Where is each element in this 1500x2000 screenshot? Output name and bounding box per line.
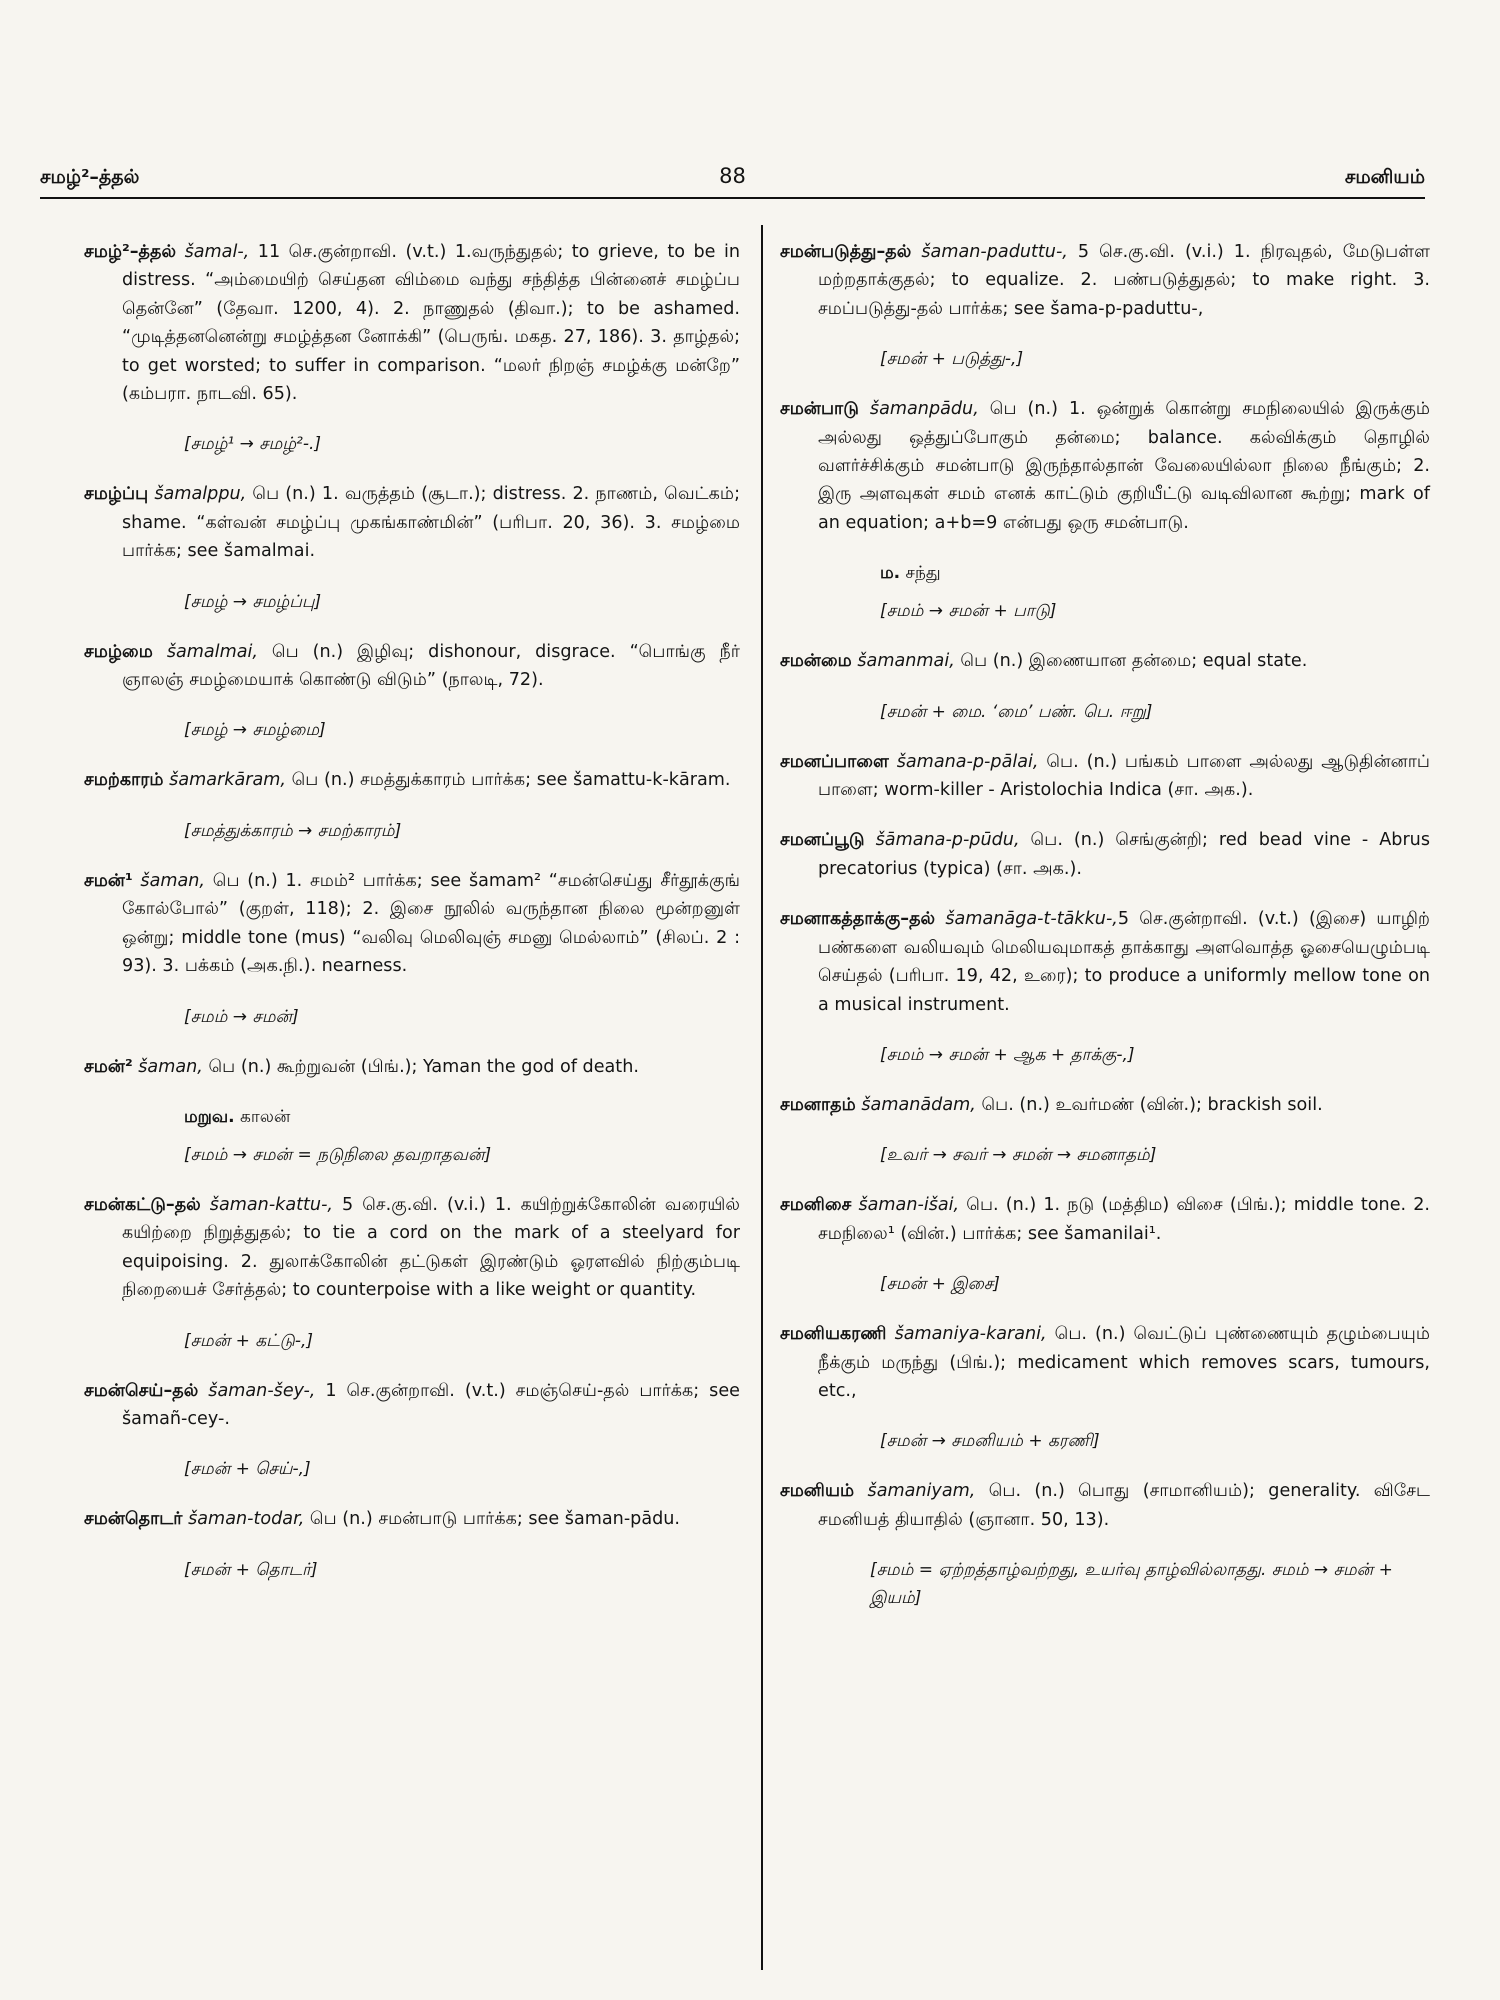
transliteration: šāmana-p-pūdu,: [875, 830, 1020, 851]
dictionary-entry: [84, 638, 740, 695]
etymology: [சமன் + செய்-,]: [184, 1459, 311, 1480]
transliteration: šamanāga-t-tākku-,: [945, 909, 1118, 930]
headword: சமன்கட்டு–தல்: [84, 1194, 201, 1215]
etymology: [உவர் → சவர் → சமன் → சமனாதம்]: [880, 1145, 1157, 1166]
dictionary-entry: [84, 1505, 740, 1533]
etymology: [சமழ்¹ → சமழ்²-.]: [184, 434, 322, 455]
transliteration: šaman-paduttu-,: [921, 242, 1068, 262]
definition: பெ. (n.) உவர்மண் (வின்.); brackish soil.: [975, 1094, 1323, 1115]
definition: பெ. (n.) 1. நடு (மத்திம) விசை (பிங்.); middle tone. 2. சமநிலை¹ (வின்.) பார்க்க; see šamanilai¹.: [818, 1195, 1431, 1244]
transliteration: šamalppu,: [154, 484, 247, 505]
headword: சமழ்²–த்தல்: [84, 242, 177, 262]
transliteration: šamanādam,: [861, 1094, 976, 1115]
dictionary-entry: [780, 238, 1430, 323]
etymology: [சமழ் → சமழ்ப்பு]: [184, 591, 322, 612]
definition: பெ. (n.) பங்கம் பாளை அல்லது ஆடுதின்னாப் பாளை; worm-killer - Aristolochia Indica (சா. அக.).: [818, 751, 1430, 801]
headword: சமன்மை: [780, 651, 852, 672]
definition: பெ (n.) இழிவு; dishonour, disgrace. “பொங்கு நீர் ஞாலஞ் சமழ்மையாக் கொண்டு விடும்” (நாலடி, 72).: [122, 641, 740, 691]
dictionary-entry: [84, 238, 740, 408]
left-column: [84, 238, 740, 1606]
headword: சமன்பாடு: [780, 399, 859, 420]
etymology: [சமழ் → சமழ்மை]: [184, 720, 326, 741]
definition: 5 செ.கு.வி. (v.i.) 1. நிரவுதல், மேடுபள்ள மற்றதாக்குதல்; to equalize. 2. பண்படுத்துதல்; to make right. 3. சமப்படுத்து-தல் பார்க்க; see šama-p-paduttu-,: [818, 242, 1430, 319]
headword: சமனாகத்தாக்கு–தல்: [780, 909, 936, 930]
definition: பெ (n.) 1. சமம்² பார்க்க; see šamam² “சமன்செய்து சீர்தூக்குங் கோல்போல்” (குறள், 118); 2. இசை நூலில் வருந்தான நிலை மூன்றனுள் ஒன்று; middle tone (mus) “வலிவு மெலிவுஞ் சமனு மெல்லாம்” (சிலப். 2 : 93). 3. பக்கம் (அக.நி.). nearness.: [122, 870, 741, 977]
dictionary-entry: [780, 647, 1430, 675]
dictionary-entry: [780, 905, 1430, 1019]
cognate-note: [780, 559, 1430, 587]
transliteration: šaman-išai,: [858, 1195, 960, 1216]
etymology: [சமம் → சமன் + பாடு]: [880, 601, 1057, 622]
dictionary-entry: [84, 1377, 740, 1434]
transliteration: šamaniya-karani,: [894, 1324, 1047, 1345]
definition: பெ (n.) 1. ஒன்றுக் கொன்று சமநிலையில் இருக்கும் அல்லது ஒத்துப்போகும் தன்மை; balance. கல்விக்கும் தொழில் வளர்ச்சிக்கும் சமன்பாடு இருந்தால்தான் வேலையில்லா நிலை நீங்கும்; 2. இரு அளவுகள் சமம் எனக் காட்டும் குறியீட்டு வடிவிலான கூற்று; mark of an equation; a+b=9 என்பது ஒரு சமன்பாடு.: [818, 399, 1431, 533]
headword: சமன்படுத்து–தல்: [780, 242, 912, 262]
cognate-label: மறுவ.: [184, 1106, 235, 1127]
etymology: [சமன் → சமனியம் + கரணி]: [880, 1431, 1100, 1452]
transliteration: šaman,: [138, 1056, 203, 1077]
cognate-note: [84, 1103, 740, 1131]
headword: சமழ்ப்பு: [84, 484, 149, 505]
headword: சமன்செய்–தல்: [84, 1380, 199, 1401]
transliteration: šamalmai,: [166, 641, 258, 662]
definition: 11 செ.குன்றாவி. (v.t.) 1.வருந்துதல்; to grieve, to be in distress. “அம்மையிற் செய்தன விம்மை வந்து சந்தித்த பின்னைச் சமழ்ப்ப தென்னே” (தேவா. 1200, 4). 2. நாணுதல் (திவா.); to be ashamed. “முடித்தனனென்று சமழ்த்தன னோக்கி” (பெருங். மகத. 27, 186). 3. தாழ்தல்; to get worsted; to suffer in comparison. “மலர் நிறஞ் சமழ்க்கு மன்றே” (கம்பரா. நாடவி. 65).: [122, 242, 740, 405]
dictionary-entry: [84, 1053, 740, 1081]
dictionary-entry: [780, 1477, 1430, 1534]
page-header: [40, 160, 1425, 194]
dictionary-entry: [84, 766, 740, 794]
right-column: [780, 238, 1430, 1634]
etymology: [சமம் = ஏற்றத்தாழ்வற்றது, உயர்வு தாழ்வில்லாதது. சமம் → சமன் + இயம்]: [870, 1560, 1393, 1609]
etymology: [சமம் → சமன்]: [184, 1006, 299, 1027]
header-rule: [40, 197, 1425, 199]
headword: சமனாதம்: [780, 1094, 856, 1115]
definition: பெ (n.) கூற்றுவன் (பிங்.); Yaman the god of death.: [202, 1056, 639, 1077]
etymology: [சமன் + மை. ‘மை’ பண். பெ. ஈறு]: [880, 701, 1153, 722]
definition: பெ (n.) இணையான தன்மை; equal state.: [954, 651, 1308, 672]
etymology: [சமன் + படுத்து-,]: [880, 349, 1024, 370]
dictionary-entry: [780, 1191, 1430, 1248]
headword: சமனப்பூடு: [780, 830, 865, 851]
etymology: [சமன் + தொடர்]: [184, 1559, 318, 1580]
transliteration: šamaniyam,: [867, 1481, 976, 1502]
headword: சமனிசை: [780, 1195, 852, 1216]
dictionary-entry: [84, 480, 740, 565]
column-divider: [761, 225, 763, 1970]
etymology: [சமம் → சமன் + ஆக + தாக்கு-,]: [880, 1044, 1135, 1065]
headword: சமன்தொடர்: [84, 1509, 183, 1530]
etymology: [சமம் → சமன் = நடுநிலை தவறாதவன்]: [184, 1144, 492, 1165]
definition: பெ (n.) சமத்துக்காரம் பார்க்க; see šamattu-k-kāram.: [286, 770, 731, 791]
definition: 5 செ.குன்றாவி. (v.t.) (இசை) யாழிற் பண்களை வலியவும் மெலியவுமாகத் தாக்காது அளவொத்த ஓசையெழும்படி செய்தல் (பரிபா. 19, 42, உரை); to produce a uniformly mellow tone on a musical instrument.: [818, 909, 1430, 1015]
definition: 5 செ.கு.வி. (v.i.) 1. கயிற்றுக்கோலின் வரையில் கயிற்றை நிறுத்துதல்; to tie a cord on the mark of a steelyard for equipoising. 2. துலாக்கோலின் தட்டுகள் இரண்டும் ஓரளவில் நிற்கும்படி நிறையைச் சேர்த்தல்; to counterpoise with a like weight or quantity.: [122, 1194, 741, 1301]
headword: சமன்¹: [84, 870, 133, 891]
definition: 1 செ.குன்றாவி. (v.t.) சமஞ்செய்-தல் பார்க்க; see šamañ-cey-.: [122, 1380, 740, 1429]
headword: சமழ்மை: [84, 641, 153, 662]
definition: பெ. (n.) பொது (சாமானியம்); generality. விசேட சமனியத் தியாதில் (ஞானா. 50, 13).: [818, 1481, 1430, 1530]
definition: பெ. (n.) வெட்டுப் புண்ணையும் தழும்பையும் நீக்கும் மருந்து (பிங்.); medicament which removes scars, tumours, etc.,: [818, 1324, 1430, 1401]
headword: சமற்காரம்: [84, 770, 164, 791]
header-right-guide-word: சமனியம்: [1344, 166, 1425, 188]
cognate-word: காலன்: [234, 1106, 291, 1127]
dictionary-entry: [780, 1320, 1430, 1405]
transliteration: šamanpādu,: [869, 399, 979, 420]
definition: பெ (n.) 1. வருத்தம் (சூடா.); distress. 2. நாணம், வெட்கம்; shame. “கள்வன் சமழ்ப்பு முகங்காண்மின்” (பரிபா. 20, 36). 3. சமழ்மை பார்க்க; see šamalmai.: [122, 484, 740, 562]
transliteration: šamana-p-pālai,: [896, 751, 1039, 772]
transliteration: šamal-,: [184, 242, 250, 262]
headword: சமனியம்: [780, 1481, 855, 1502]
headword: சமனப்பாளை: [780, 751, 889, 772]
transliteration: šaman-todar,: [188, 1509, 305, 1530]
dictionary-entry: [84, 867, 740, 981]
definition: பெ (n.) சமன்பாடு பார்க்க; see šaman-pādu.: [304, 1509, 681, 1530]
header-left-guide-word: சமழ்²–த்தல்: [40, 166, 140, 188]
page-number: 88: [719, 164, 746, 188]
etymology: [சமன் + கட்டு-,]: [184, 1330, 314, 1351]
dictionary-entry: [780, 826, 1430, 883]
etymology: [சமத்துக்காரம் → சமற்காரம்]: [184, 820, 402, 841]
dictionary-entry: [780, 748, 1430, 805]
dictionary-entry: [84, 1191, 740, 1305]
cognate-label: ம.: [880, 563, 901, 584]
cognate-word: சந்து: [900, 563, 941, 584]
headword: சமனியகரணி: [780, 1324, 887, 1345]
definition: பெ. (n.) செங்குன்றி; red bead vine - Abrus precatorius (typica) (சா. அக.).: [818, 830, 1430, 879]
transliteration: šaman,: [140, 870, 206, 891]
transliteration: šamanmai,: [857, 651, 955, 672]
etymology: [சமன் + இசை]: [880, 1274, 1000, 1295]
transliteration: šaman-šey-,: [208, 1380, 316, 1401]
headword: சமன்²: [84, 1056, 133, 1077]
dictionary-entry: [780, 1091, 1430, 1119]
transliteration: šamarkāram,: [169, 770, 286, 791]
dictionary-entry: [780, 395, 1430, 537]
transliteration: šaman-kattu-,: [209, 1194, 334, 1215]
